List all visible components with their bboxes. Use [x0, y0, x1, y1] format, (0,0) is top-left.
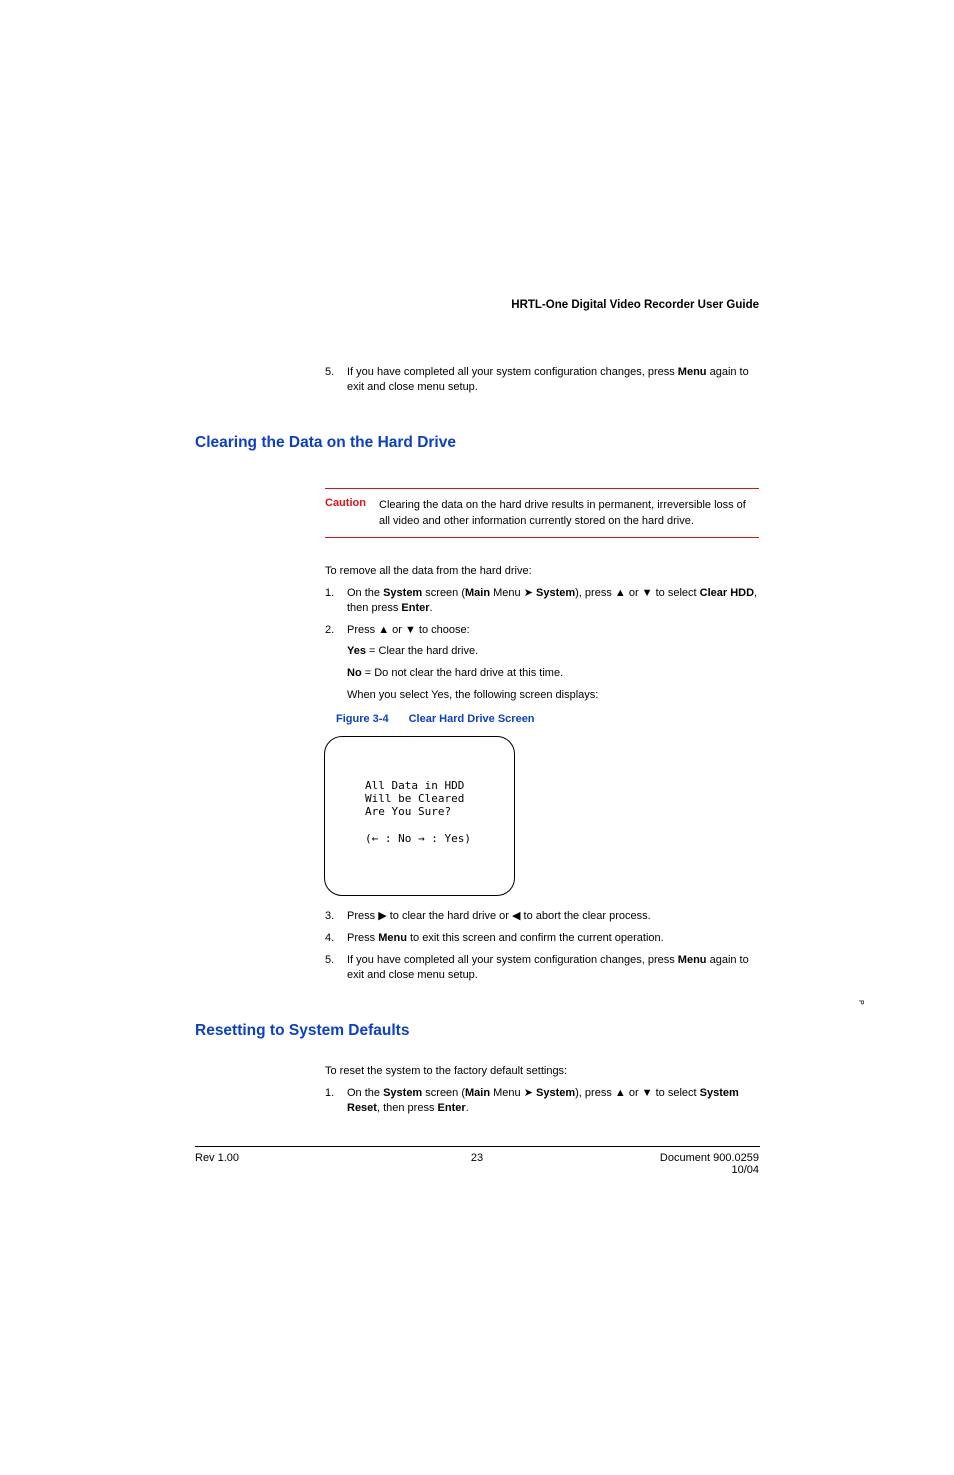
figure-caption — [336, 713, 535, 725]
footer-revision: Rev 1.00 — [195, 1152, 240, 1164]
step-1-clear — [325, 586, 759, 616]
caution-text: Clearing the data on the hard drive results in permanent, irreversible loss of all video and other information currently stored on the hard drive. — [379, 499, 746, 527]
step-text: If you have completed all your system configuration changes, press Menu again to exit and close menu setup. — [347, 366, 749, 393]
page-number: 23 — [470, 1152, 484, 1164]
step-text: Press ▲ or ▼ to choose: — [347, 624, 470, 636]
screen-line-3: Are You Sure? — [365, 805, 452, 818]
step-number: 5. — [325, 366, 335, 378]
step-2-clear — [325, 623, 759, 638]
screen-line-4: (← : No → : Yes) — [365, 832, 471, 845]
figure-title: Clear Hard Drive Screen — [408, 713, 535, 725]
side-mark: P — [857, 1000, 864, 1005]
step-number: 1. — [325, 1087, 335, 1099]
step-text: If you have completed all your system configuration changes, press Menu again to exit and close menu setup. — [347, 954, 749, 981]
step-5-clear — [325, 953, 759, 983]
step-text: Press Menu to exit this screen and confirm the current operation. — [347, 932, 664, 944]
down-arrow-icon: ▼ — [641, 587, 653, 599]
reset-intro: To reset the system to the factory default settings: — [325, 1065, 568, 1077]
step-1-reset — [325, 1086, 759, 1116]
down-arrow-icon: ▼ — [641, 1087, 653, 1099]
when-yes-text: When you select Yes, the following screen displays: — [347, 689, 599, 701]
figure-number: Figure 3-4 — [336, 713, 389, 725]
arrow-right-icon: ➤ — [523, 587, 533, 599]
step-4-clear — [325, 931, 759, 946]
screen-line-2: Will be Cleared — [365, 792, 465, 805]
right-arrow-icon: ▶ — [378, 910, 387, 922]
caution-label: Caution — [325, 497, 366, 509]
step-number: 4. — [325, 932, 335, 944]
step-text: On the System screen (Main Menu ➤ System), press ▲ or ▼ to select Clear HDD, then press Enter. — [347, 587, 758, 614]
footer-document — [600, 1152, 759, 1176]
intro-step-5 — [325, 365, 759, 395]
document-number: Document 900.0259 — [659, 1152, 759, 1164]
arrow-right-icon: ➤ — [523, 1087, 533, 1099]
remove-intro: To remove all the data from the hard drive: — [325, 565, 532, 577]
up-arrow-icon: ▲ — [614, 1087, 626, 1099]
step-number: 5. — [325, 954, 335, 966]
option-no: No = Do not clear the hard drive at this time. — [347, 667, 564, 679]
down-arrow-icon: ▼ — [404, 624, 416, 636]
step-number: 3. — [325, 910, 335, 922]
step-number: 1. — [325, 587, 335, 599]
footer-rule — [195, 1146, 760, 1147]
section-heading-resetting: Resetting to System Defaults — [195, 1022, 410, 1039]
left-arrow-icon: ◀ — [512, 910, 521, 922]
clear-hdd-screen — [324, 736, 515, 896]
running-header: HRTL-One Digital Video Recorder User Guide — [511, 299, 759, 311]
option-yes: Yes = Clear the hard drive. — [347, 645, 479, 657]
step-number: 2. — [325, 624, 335, 636]
step-text: On the System screen (Main Menu ➤ System), press ▲ or ▼ to select System Reset, then press Enter. — [347, 1087, 739, 1114]
screen-line-1: All Data in HDD — [365, 779, 465, 792]
section-heading-clearing: Clearing the Data on the Hard Drive — [195, 434, 456, 451]
document-date: 10/04 — [731, 1164, 759, 1176]
step-3-clear — [325, 909, 759, 924]
caution-box — [325, 488, 759, 538]
step-text: Press ▶ to clear the hard drive or ◀ to abort the clear process. — [347, 910, 651, 922]
up-arrow-icon: ▲ — [378, 624, 390, 636]
up-arrow-icon: ▲ — [614, 587, 626, 599]
